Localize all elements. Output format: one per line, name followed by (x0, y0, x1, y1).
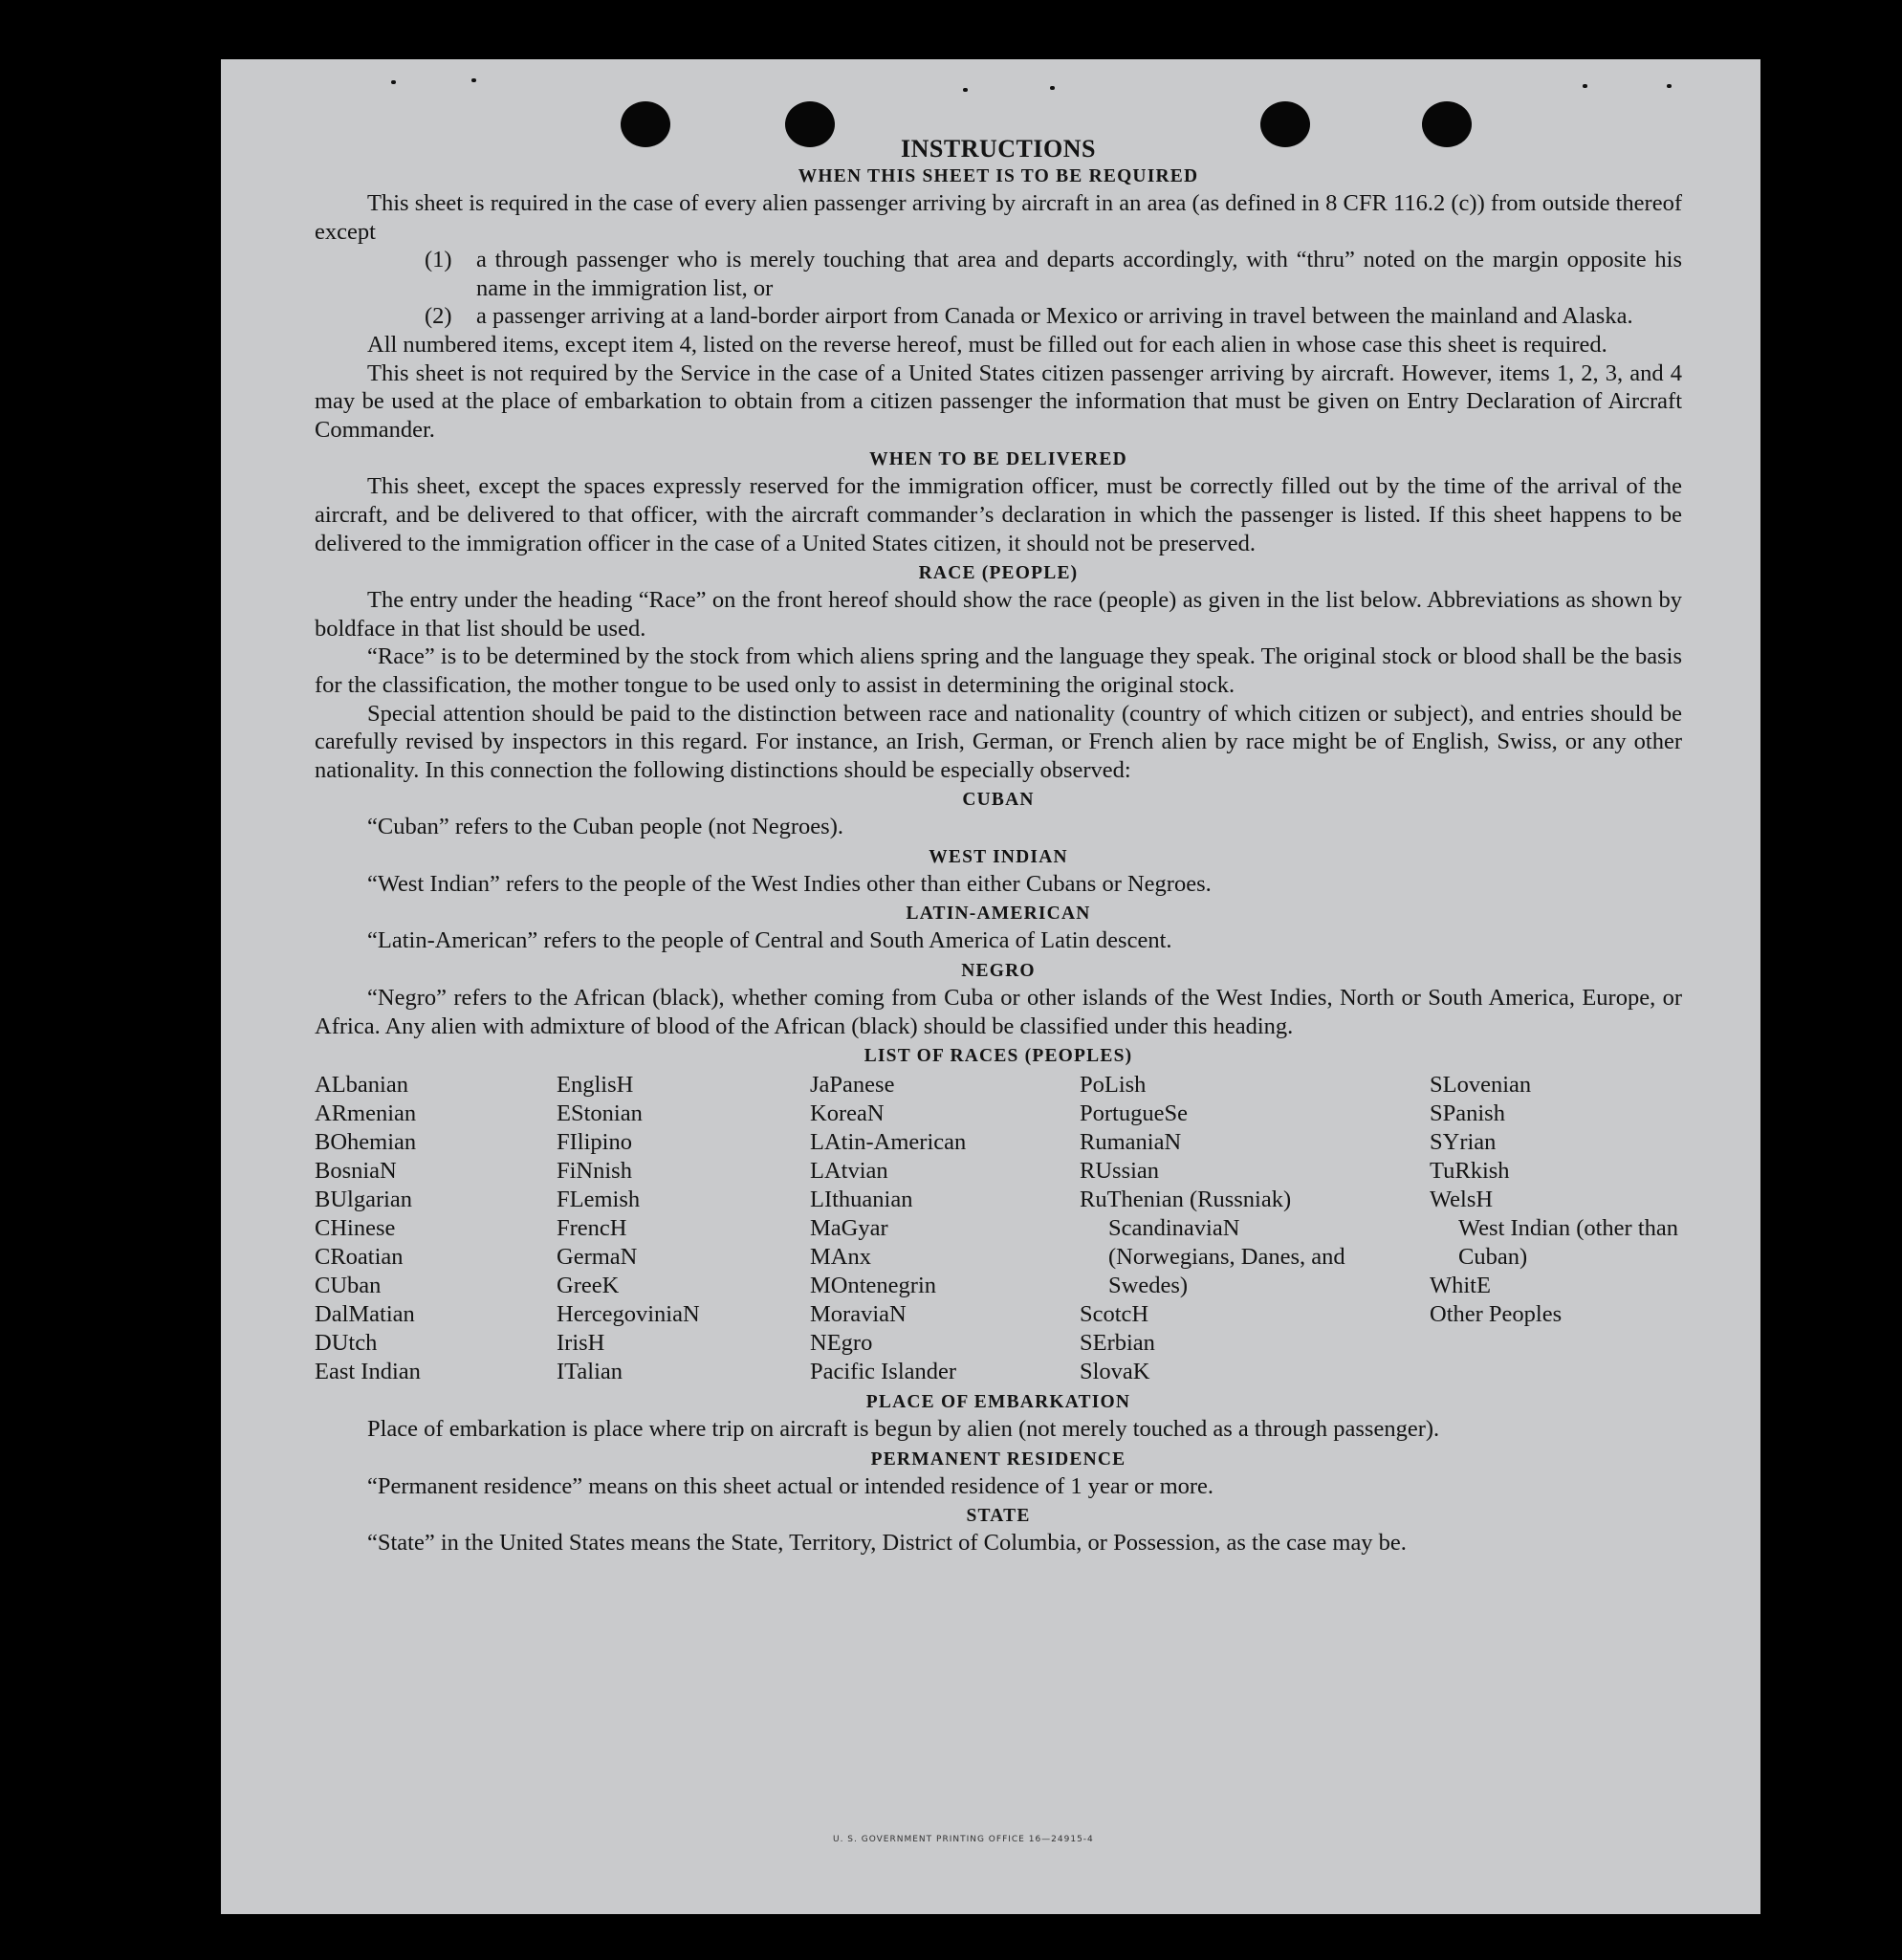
race-entry: FIlipino (557, 1129, 632, 1156)
paragraph-race-stock: “Race” is to be determined by the stock from which aliens spring and the language they speak. The original stock or blood shall be the basis for the classification, the mother tongue to be used only to assist in determining the original stock. (315, 643, 1682, 698)
speck (471, 78, 476, 82)
race-entry: BosniaN (315, 1158, 397, 1185)
race-entry: MoraviaN (810, 1301, 907, 1328)
race-entry: MaGyar (810, 1215, 888, 1242)
race-entry: GermaN (557, 1244, 638, 1271)
race-entry: WelsH (1430, 1187, 1494, 1213)
race-entry: CRoatian (315, 1244, 404, 1271)
race-column (1080, 1071, 1430, 1386)
item-text: a passenger arriving at a land-border airport from Canada or Mexico or arriving in travel between the mainland and Alaska. (476, 303, 1633, 330)
race-entry: IrisH (557, 1330, 605, 1357)
race-entry: ITalian (557, 1359, 623, 1385)
paragraph-citizen: This sheet is not required by the Service in the case of a United States citizen passenger arriving by aircraft. However, items 1, 2, 3, and 4 may be used at the place of embarkation to obtain from a citizen passenger the information that must be given on Entry Declaration of Aircraft Commander. (315, 359, 1682, 443)
race-entry: RUssian (1080, 1158, 1160, 1185)
instructions-body (315, 134, 1682, 1557)
race-entry: FiNnish (557, 1158, 632, 1185)
race-entry: MAnx (810, 1244, 871, 1271)
race-entry: ScandinaviaN (Norwegians, Danes, and Swedes) (1108, 1215, 1345, 1299)
race-entry: EnglisH (557, 1072, 634, 1099)
speck (1667, 84, 1672, 88)
race-column (315, 1071, 557, 1386)
race-entry: DalMatian (315, 1301, 415, 1328)
race-entry: West Indian (other than Cuban) (1458, 1215, 1679, 1271)
race-entry: WhitE (1430, 1273, 1491, 1299)
race-entry: BUlgarian (315, 1187, 413, 1213)
race-entry: MOntenegrin (810, 1273, 936, 1299)
speck (391, 80, 396, 84)
race-column (557, 1071, 810, 1386)
speck (1583, 84, 1587, 88)
paragraph-latin-american: “Latin-American” refers to the people of Central and South America of Latin descent. (367, 927, 1172, 954)
race-entry: SLovenian (1430, 1072, 1532, 1099)
race-entry: CUban (315, 1273, 382, 1299)
race-entry: SlovaK (1080, 1359, 1150, 1385)
heading-when-required: WHEN THIS SHEET IS TO BE REQUIRED (798, 166, 1199, 186)
race-entry: NEgro (810, 1330, 873, 1357)
printing-office-imprint: U. S. GOVERNMENT PRINTING OFFICE 16—24915-4 (833, 1835, 1094, 1844)
paragraph-delivered: This sheet, except the spaces expressly reserved for the immigration officer, must be correctly filled out by the time of the arrival of the aircraft, and be delivered to that officer, with the aircraft commander’s declaration in which the passenger is listed. If this sheet happens to be delivered to the immigration officer in the case of a United States citizen, it should not be preserved. (315, 473, 1682, 556)
item-number: (1) (425, 247, 452, 273)
race-entry: LAtin-American (810, 1129, 967, 1156)
item-number: (2) (425, 303, 452, 330)
paragraph-numbered-items: All numbered items, except item 4, listed on the reverse hereof, must be filled out for each alien in whose case this sheet is required. (367, 331, 1607, 358)
speck (963, 88, 968, 92)
exception-item (315, 246, 1682, 302)
race-entry: JaPanese (810, 1072, 895, 1099)
race-entry: ARmenian (315, 1100, 417, 1127)
race-entry: East Indian (315, 1359, 421, 1385)
race-column (810, 1071, 1080, 1386)
race-list (315, 1071, 1682, 1386)
race-entry: FLemish (557, 1187, 641, 1213)
race-entry: PortugueSe (1080, 1100, 1188, 1127)
heading-west-indian: WEST INDIAN (929, 846, 1068, 867)
heading-permanent-residence: PERMANENT RESIDENCE (870, 1448, 1126, 1470)
heading-cuban: CUBAN (962, 790, 1035, 811)
paragraph-race-entry: The entry under the heading “Race” on the front hereof should show the race (people) as given in the list below. Abbreviations as shown by boldface in that list should be used. (315, 587, 1682, 642)
heading-latin-american: LATIN-AMERICAN (906, 904, 1091, 925)
race-entry: TuRkish (1430, 1158, 1510, 1185)
race-entry: RumaniaN (1080, 1129, 1182, 1156)
page-title: INSTRUCTIONS (901, 135, 1096, 163)
paragraph-residence: “Permanent residence” means on this sheet actual or intended residence of 1 year or more. (367, 1472, 1214, 1499)
race-entry: HercegoviniaN (557, 1301, 700, 1328)
race-column (1430, 1071, 1682, 1386)
race-entry: BOhemian (315, 1129, 417, 1156)
speck (1050, 86, 1055, 90)
race-entry: ALbanian (315, 1072, 408, 1099)
exception-item (315, 302, 1682, 331)
race-entry: GreeK (557, 1273, 620, 1299)
form-sheet (221, 59, 1760, 1914)
race-entry: RuThenian (Russniak) (1080, 1187, 1292, 1213)
heading-race: RACE (PEOPLE) (918, 563, 1079, 584)
heading-when-delivered: WHEN TO BE DELIVERED (869, 449, 1127, 470)
paragraph-race-nationality: Special attention should be paid to the distinction between race and nationality (country of which citizen or subject), and entries should be carefully revised by inspectors in this regard. For instance, an Irish, German, or French alien by race might be of English, Swiss, or any other nationality. In this connection the following distinctions should be especially observed: (315, 700, 1682, 783)
race-entry: SYrian (1430, 1129, 1497, 1156)
race-entry: CHinese (315, 1215, 396, 1242)
race-entry: SPanish (1430, 1100, 1505, 1127)
race-entry: ScotcH (1080, 1301, 1149, 1328)
heading-state: STATE (966, 1506, 1031, 1527)
paragraph-embarkation: Place of embarkation is place where trip on aircraft is begun by alien (not merely touched as a through passenger). (367, 1416, 1440, 1443)
race-entry: KoreaN (810, 1100, 885, 1127)
heading-place-of-embarkation: PLACE OF EMBARKATION (865, 1392, 1131, 1413)
paragraph-negro: “Negro” refers to the African (black), whether coming from Cuba or other islands of the West Indies, North or South America, Europe, or Africa. Any alien with admixture of blood of the African (black) should be classified under this heading. (315, 985, 1682, 1039)
race-entry: LIthuanian (810, 1187, 913, 1213)
paragraph-required: This sheet is required in the case of every alien passenger arriving by aircraft in an area (as defined in 8 CFR 116.2 (c)) from outside thereof except (315, 190, 1682, 245)
race-entry: PoLish (1080, 1072, 1147, 1099)
item-text: a through passenger who is merely touching that area and departs accordingly, with “thru” noted on the margin opposite his name in the immigration list, or (476, 247, 1682, 301)
race-entry: EStonian (557, 1100, 643, 1127)
race-entry: Other Peoples (1430, 1301, 1563, 1328)
paragraph-west-indian: “West Indian” refers to the people of the West Indies other than either Cubans or Negroes. (367, 870, 1212, 897)
race-entry: Pacific Islander (810, 1359, 957, 1385)
race-entry: LAtvian (810, 1158, 888, 1185)
paragraph-state: “State” in the United States means the State, Territory, District of Columbia, or Possession, as the case may be. (367, 1530, 1407, 1557)
race-entry: DUtch (315, 1330, 378, 1357)
paragraph-cuban: “Cuban” refers to the Cuban people (not Negroes). (367, 814, 843, 840)
race-entry: SErbian (1080, 1330, 1155, 1357)
heading-list-of-races: LIST OF RACES (PEOPLES) (864, 1046, 1133, 1067)
heading-negro: NEGRO (961, 961, 1036, 982)
race-entry: FrencH (557, 1215, 627, 1242)
